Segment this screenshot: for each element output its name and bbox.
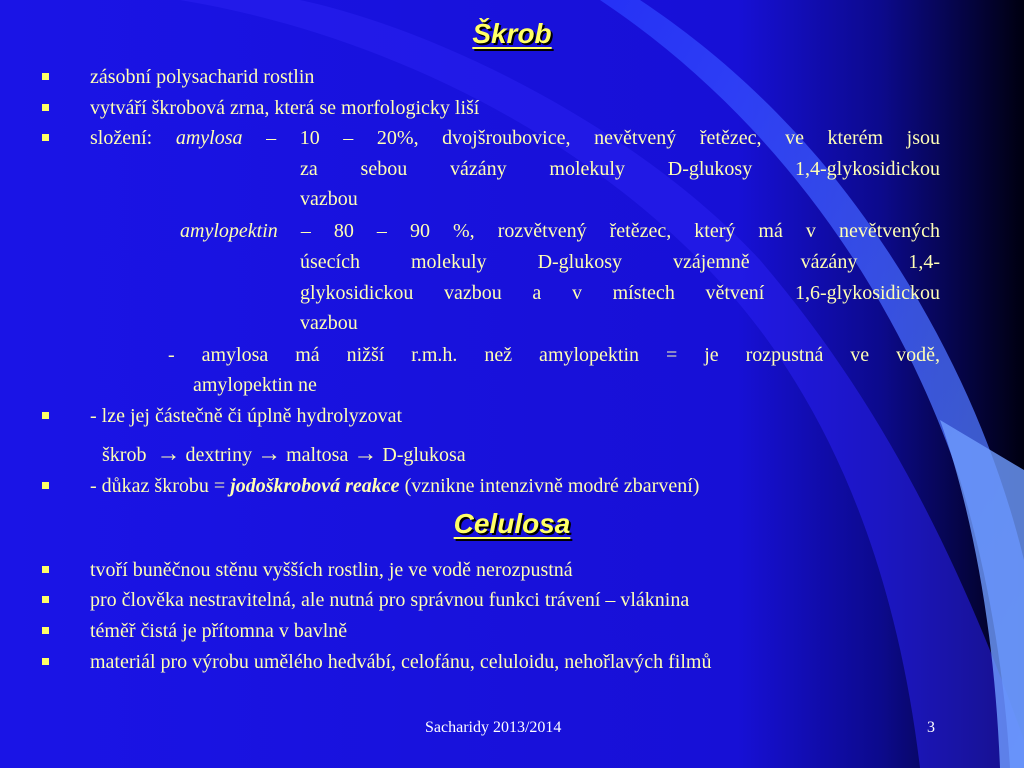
bullet-icon <box>42 134 49 141</box>
solubility-note-line-1: - amylosa má nižší r.m.h. než amylopektin = je rozpustná ve vodě, <box>168 344 940 366</box>
iodine-reaction-term: jodoškrobová reakce <box>230 475 400 497</box>
skrob-title: Škrob <box>472 18 552 49</box>
bullet-icon <box>42 566 49 573</box>
composition-label: složení: <box>90 127 153 149</box>
amylosa-term: amylosa <box>175 127 243 149</box>
proof-label: - důkaz škrobu = <box>90 475 226 497</box>
bullet-icon <box>42 627 49 634</box>
bullet-icon <box>42 73 49 80</box>
bullet-icon <box>42 596 49 603</box>
arrow-right-icon: → <box>257 441 282 467</box>
amylopektin-term: amylopektin <box>180 220 278 242</box>
celulosa-bullet-4: materiál pro výrobu umělého hedvábí, celofánu, celuloidu, nehořlavých filmů <box>90 651 712 673</box>
hydrolysis-chain <box>102 441 466 468</box>
celulosa-bullet-3: téměř čistá je přítomna v bavlně <box>90 620 348 642</box>
bullet-icon <box>42 104 49 111</box>
iodine-reaction-description: (vznikne intenzivně modré zbarvení) <box>404 475 700 497</box>
arrow-right-icon: → <box>353 441 378 467</box>
bullet-icon <box>42 412 49 419</box>
amylopektin-line-4: vazbou <box>300 312 358 334</box>
celulosa-title: Celulosa <box>453 508 571 539</box>
amylopektin-line-2: úsecích molekuly D-glukosy vzájemně vázány 1,4- <box>300 251 940 273</box>
skrob-bullet-3-line-2: za sebou vázány molekuly D-glukosy 1,4-glykosidickou <box>300 158 940 180</box>
chain-step-d-glukosa: D-glukosa <box>382 444 466 466</box>
celulosa-bullet-1: tvoří buněčnou stěnu vyšších rostlin, je ve vodě nerozpustná <box>90 559 573 581</box>
solubility-note-line-2: amylopektin ne <box>193 374 317 396</box>
skrob-bullet-3-line-1 <box>90 125 940 151</box>
celulosa-bullet-2: pro člověka nestravitelná, ale nutná pro správnou funkci trávení – vláknina <box>90 589 690 611</box>
bullet-icon <box>42 658 49 665</box>
amylopektin-line-3: glykosidickou vazbou a v místech větvení 1,6-glykosidickou <box>300 282 940 304</box>
amylopektin-line-1 <box>180 218 940 244</box>
chain-step-maltosa: maltosa <box>286 444 349 466</box>
skrob-bullet-4: - lze jej částečně či úplně hydrolyzovat <box>90 405 403 427</box>
skrob-bullet-1: zásobní polysacharid rostlin <box>90 66 315 88</box>
amylosa-description: – 10 – 20%, dvojšroubovice, nevětvený řetězec, ve kterém jsou <box>266 127 941 149</box>
chain-step-skrob: škrob <box>102 444 147 466</box>
amylopektin-description: – 80 – 90 %, rozvětvený řetězec, který má v nevětvených <box>300 220 941 242</box>
footer-title: Sacharidy 2013/2014 <box>425 719 562 736</box>
chain-step-dextriny: dextriny <box>185 444 253 466</box>
skrob-bullet-2: vytváří škrobová zrna, která se morfologicky liší <box>90 97 480 119</box>
page-number: 3 <box>927 719 935 736</box>
arrow-right-icon: → <box>156 441 181 467</box>
skrob-bullet-5 <box>90 473 699 499</box>
bullet-icon <box>42 482 49 489</box>
skrob-bullet-3-line-3: vazbou <box>300 188 358 210</box>
